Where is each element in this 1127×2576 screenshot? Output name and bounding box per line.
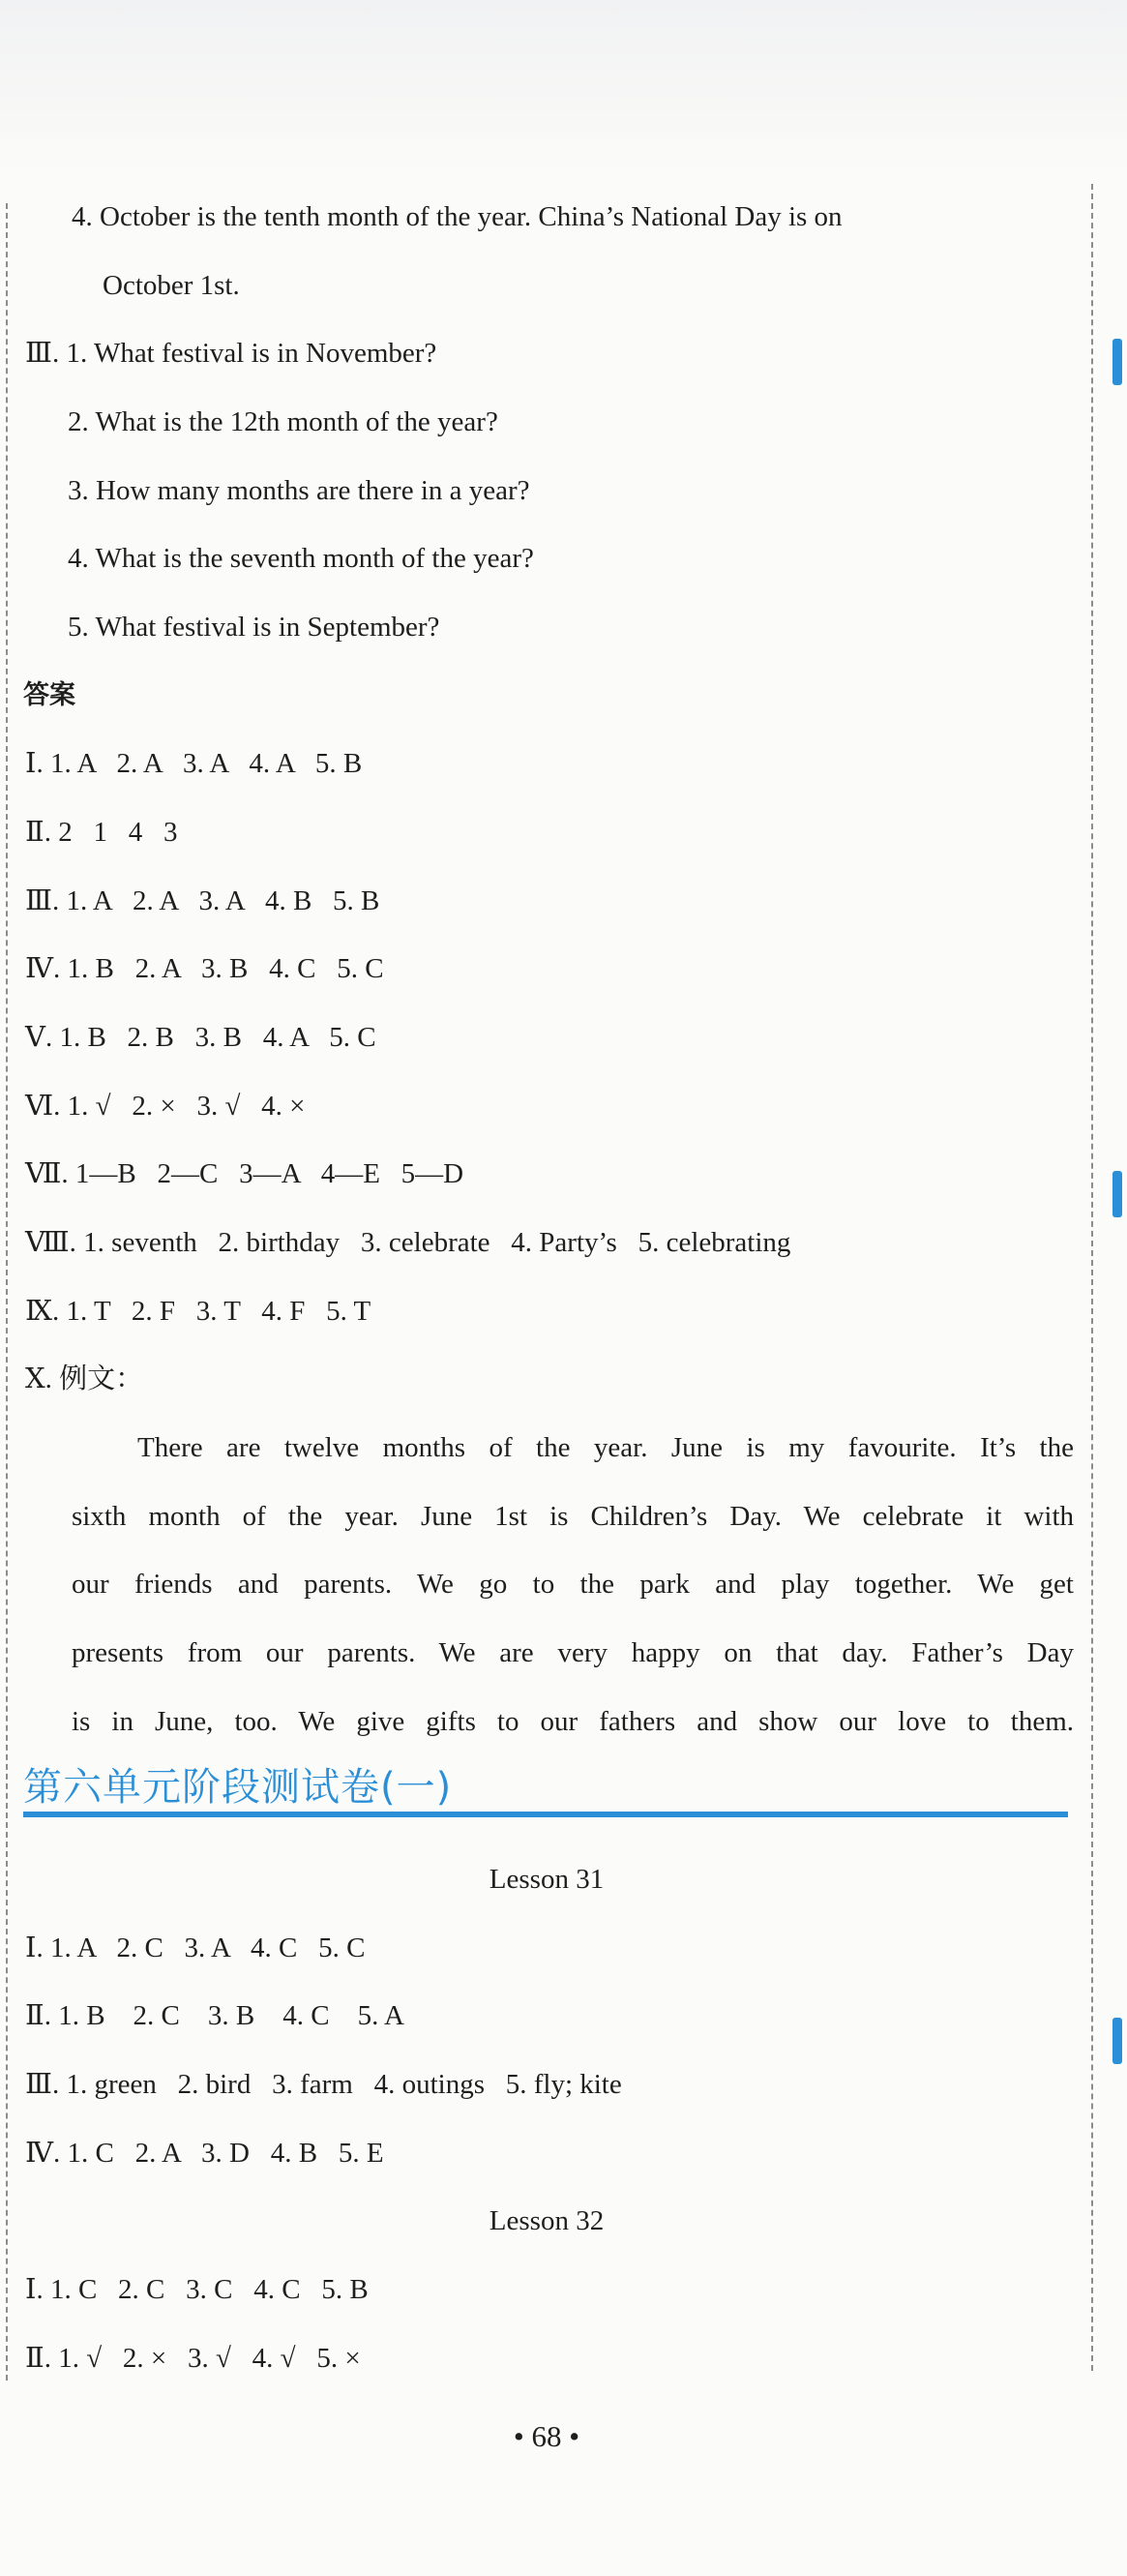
section-title: 第六单元阶段测试卷(一) [23,1765,453,1810]
adjacent-page-accent [1112,339,1122,385]
answer-row: Ⅹ. 例文： [25,1363,144,1394]
answer-row: Ⅳ. 1. C 2. A 3. D 4. B 5. E [25,2138,384,2169]
essay-line: presents from our parents. We are very happy on that day. Father’s Day [72,1637,1074,1668]
adjacent-page-accent [1112,1171,1122,1217]
question-line: 4. What is the seventh month of the year? [68,543,534,574]
answer-row: Ⅷ. 1. seventh 2. birthday 3. celebrate 4. Party’s 5. celebrating [25,1227,791,1258]
right-dashed-border [1091,184,1093,2371]
answer-row: Ⅳ. 1. B 2. A 3. B 4. C 5. C [25,953,384,984]
essay-line: is in June, too. We give gifts to our fathers and show our love to them. [72,1706,1074,1737]
lesson-heading: Lesson 32 [489,2205,605,2236]
answer-row: Ⅲ. 1. A 2. A 3. A 4. B 5. B [25,885,380,916]
adjacent-page-accent [1112,2018,1122,2064]
answer-row: Ⅸ. 1. T 2. F 3. T 4. F 5. T [25,1296,371,1327]
section-rule [23,1812,1068,1817]
essay-line: our friends and parents. We go to the park and play together. We get [72,1569,1074,1600]
essay-line: sixth month of the year. June 1st is Children’s Day. We celebrate it with [72,1501,1074,1532]
answer-row: Ⅰ. 1. A 2. C 3. A 4. C 5. C [25,1932,366,1963]
question-line: 2. What is the 12th month of the year? [68,406,498,437]
answer-row: Ⅱ. 1. B 2. C 3. B 4. C 5. A [25,2000,404,2031]
answers-heading: 答案 [23,680,75,710]
top-margin [0,0,1127,174]
question-line: Ⅲ. 1. What festival is in November? [25,338,437,369]
answer-row: Ⅰ. 1. A 2. A 3. A 4. A 5. B [25,748,363,779]
answer-row: Ⅲ. 1. green 2. bird 3. farm 4. outings 5. fly; kite [25,2069,622,2100]
answer-line: October 1st. [103,270,240,301]
answer-row: Ⅶ. 1—B 2—C 3—A 4—E 5—D [25,1158,464,1189]
left-dashed-border [6,203,8,2381]
answer-row: Ⅱ. 1. √ 2. × 3. √ 4. √ 5. × [25,2343,361,2374]
answer-row: Ⅴ. 1. B 2. B 3. B 4. A 5. C [25,1022,376,1053]
answer-row: Ⅰ. 1. C 2. C 3. C 4. C 5. B [25,2274,369,2305]
question-line: 5. What festival is in September? [68,612,440,643]
answer-line: 4. October is the tenth month of the year. China’s National Day is on [72,201,843,232]
question-line: 3. How many months are there in a year? [68,475,530,506]
essay-line: There are twelve months of the year. June is my favourite. It’s the [137,1432,1074,1463]
answer-row: Ⅵ. 1. √ 2. × 3. √ 4. × [25,1091,306,1122]
page-number: • 68 • [513,2419,580,2453]
lesson-heading: Lesson 31 [489,1864,605,1895]
answer-row: Ⅱ. 2 1 4 3 [25,817,178,848]
